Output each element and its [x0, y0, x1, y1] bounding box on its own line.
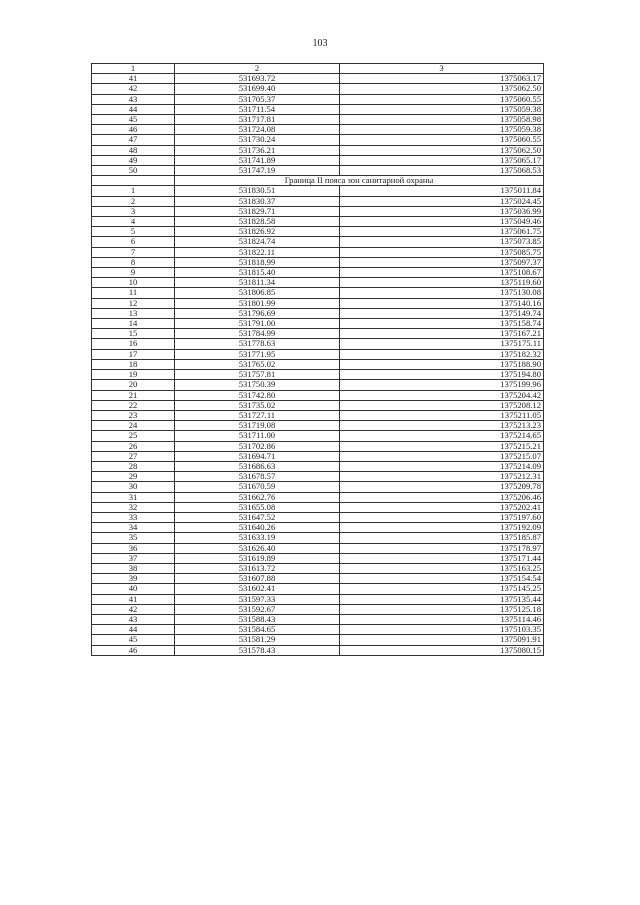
x-coordinate-cell: 531584.65 — [175, 625, 340, 635]
section-title: Граница II пояса зон санитарной охраны — [175, 176, 544, 186]
y-coordinate-cell: 1375185.87 — [340, 533, 544, 543]
table-row — [92, 278, 544, 288]
point-number-cell: 42 — [92, 84, 175, 94]
y-coordinate-cell: 1375214.09 — [340, 461, 544, 471]
x-coordinate-cell: 531757.81 — [175, 370, 340, 380]
table-row — [92, 523, 544, 533]
table-row — [92, 145, 544, 155]
table-row — [92, 217, 544, 227]
point-number-cell: 7 — [92, 247, 175, 257]
x-coordinate-cell: 531818.99 — [175, 257, 340, 267]
x-coordinate-cell: 531662.76 — [175, 492, 340, 502]
y-coordinate-cell: 1375091.91 — [340, 635, 544, 645]
coordinates-table — [91, 63, 544, 656]
point-number-cell: 9 — [92, 268, 175, 278]
table-row — [92, 635, 544, 645]
table-row — [92, 308, 544, 318]
table-row — [92, 451, 544, 461]
point-number-cell: 34 — [92, 523, 175, 533]
x-coordinate-cell: 531741.89 — [175, 155, 340, 165]
y-coordinate-cell: 1375103.35 — [340, 625, 544, 635]
x-coordinate-cell: 531619.89 — [175, 553, 340, 563]
point-number-cell: 31 — [92, 492, 175, 502]
point-number-cell: 2 — [92, 196, 175, 206]
table-row — [92, 155, 544, 165]
point-number-cell: 4 — [92, 217, 175, 227]
y-coordinate-cell: 1375192.09 — [340, 523, 544, 533]
table-row — [92, 614, 544, 624]
table-row — [92, 431, 544, 441]
table-row — [92, 390, 544, 400]
x-coordinate-cell: 531791.00 — [175, 319, 340, 329]
point-number-cell: 20 — [92, 380, 175, 390]
table-row — [92, 421, 544, 431]
point-number-cell: 18 — [92, 359, 175, 369]
point-number-cell: 25 — [92, 431, 175, 441]
y-coordinate-cell: 1375060.55 — [340, 94, 544, 104]
x-coordinate-cell: 531647.52 — [175, 512, 340, 522]
y-coordinate-cell: 1375175.11 — [340, 339, 544, 349]
point-number-cell: 23 — [92, 410, 175, 420]
x-coordinate-cell: 531578.43 — [175, 645, 340, 655]
x-coordinate-cell: 531727.11 — [175, 410, 340, 420]
point-number-cell: 3 — [92, 206, 175, 216]
point-number-cell: 44 — [92, 104, 175, 114]
table-row — [92, 74, 544, 84]
table-row — [92, 339, 544, 349]
table-row — [92, 461, 544, 471]
point-number-cell: 47 — [92, 135, 175, 145]
table-row — [92, 206, 544, 216]
x-coordinate-cell: 531750.39 — [175, 380, 340, 390]
section-empty-cell — [92, 176, 175, 186]
x-coordinate-cell: 531735.02 — [175, 400, 340, 410]
x-coordinate-cell: 531830.37 — [175, 196, 340, 206]
point-number-cell: 45 — [92, 635, 175, 645]
x-coordinate-cell: 531705.37 — [175, 94, 340, 104]
table-header-row — [92, 64, 544, 74]
x-coordinate-cell: 531815.40 — [175, 268, 340, 278]
x-coordinate-cell: 531765.02 — [175, 359, 340, 369]
table-row — [92, 166, 544, 176]
x-coordinate-cell: 531784.99 — [175, 329, 340, 339]
table-row — [92, 125, 544, 135]
y-coordinate-cell: 1375011.84 — [340, 186, 544, 196]
point-number-cell: 26 — [92, 441, 175, 451]
y-coordinate-cell: 1375063.17 — [340, 74, 544, 84]
y-coordinate-cell: 1375178.97 — [340, 543, 544, 553]
y-coordinate-cell: 1375049.46 — [340, 217, 544, 227]
y-coordinate-cell: 1375188.90 — [340, 359, 544, 369]
x-coordinate-cell: 531633.19 — [175, 533, 340, 543]
table-row — [92, 84, 544, 94]
y-coordinate-cell: 1375108.67 — [340, 268, 544, 278]
point-number-cell: 11 — [92, 288, 175, 298]
y-coordinate-cell: 1375125.18 — [340, 604, 544, 614]
table-row — [92, 247, 544, 257]
point-number-cell: 45 — [92, 115, 175, 125]
y-coordinate-cell: 1375085.75 — [340, 247, 544, 257]
y-coordinate-cell: 1375209.78 — [340, 482, 544, 492]
y-coordinate-cell: 1375135.44 — [340, 594, 544, 604]
x-coordinate-cell: 531711.00 — [175, 431, 340, 441]
point-number-cell: 12 — [92, 298, 175, 308]
table-row — [92, 533, 544, 543]
point-number-cell: 15 — [92, 329, 175, 339]
y-coordinate-cell: 1375149.74 — [340, 308, 544, 318]
y-coordinate-cell: 1375065.17 — [340, 155, 544, 165]
y-coordinate-cell: 1375206.46 — [340, 492, 544, 502]
y-coordinate-cell: 1375215.07 — [340, 451, 544, 461]
table-row — [92, 257, 544, 267]
header-cell-x: 2 — [175, 64, 340, 74]
table-row — [92, 268, 544, 278]
y-coordinate-cell: 1375213.23 — [340, 421, 544, 431]
point-number-cell: 27 — [92, 451, 175, 461]
x-coordinate-cell: 531581.29 — [175, 635, 340, 645]
point-number-cell: 35 — [92, 533, 175, 543]
x-coordinate-cell: 531771.95 — [175, 349, 340, 359]
table-row — [92, 115, 544, 125]
point-number-cell: 29 — [92, 472, 175, 482]
table-row — [92, 94, 544, 104]
point-number-cell: 19 — [92, 370, 175, 380]
x-coordinate-cell: 531694.71 — [175, 451, 340, 461]
table-row — [92, 135, 544, 145]
x-coordinate-cell: 531699.40 — [175, 84, 340, 94]
x-coordinate-cell: 531678.57 — [175, 472, 340, 482]
point-number-cell: 46 — [92, 125, 175, 135]
x-coordinate-cell: 531592.67 — [175, 604, 340, 614]
table-row — [92, 645, 544, 655]
table-row — [92, 410, 544, 420]
table-row — [92, 349, 544, 359]
point-number-cell: 48 — [92, 145, 175, 155]
x-coordinate-cell: 531724.08 — [175, 125, 340, 135]
point-number-cell: 43 — [92, 94, 175, 104]
y-coordinate-cell: 1375163.25 — [340, 563, 544, 573]
header-cell-number: 1 — [92, 64, 175, 74]
point-number-cell: 39 — [92, 574, 175, 584]
y-coordinate-cell: 1375061.75 — [340, 227, 544, 237]
y-coordinate-cell: 1375062.50 — [340, 145, 544, 155]
x-coordinate-cell: 531778.63 — [175, 339, 340, 349]
header-cell-y: 3 — [340, 64, 544, 74]
point-number-cell: 36 — [92, 543, 175, 553]
point-number-cell: 22 — [92, 400, 175, 410]
y-coordinate-cell: 1375211.05 — [340, 410, 544, 420]
y-coordinate-cell: 1375171.44 — [340, 553, 544, 563]
y-coordinate-cell: 1375062.50 — [340, 84, 544, 94]
y-coordinate-cell: 1375080.15 — [340, 645, 544, 655]
y-coordinate-cell: 1375140.16 — [340, 298, 544, 308]
x-coordinate-cell: 531702.86 — [175, 441, 340, 451]
y-coordinate-cell: 1375194.80 — [340, 370, 544, 380]
y-coordinate-cell: 1375114.46 — [340, 614, 544, 624]
x-coordinate-cell: 531826.92 — [175, 227, 340, 237]
point-number-cell: 33 — [92, 512, 175, 522]
x-coordinate-cell: 531822.11 — [175, 247, 340, 257]
y-coordinate-cell: 1375212.31 — [340, 472, 544, 482]
point-number-cell: 1 — [92, 186, 175, 196]
x-coordinate-cell: 531719.08 — [175, 421, 340, 431]
point-number-cell: 50 — [92, 166, 175, 176]
table-row — [92, 472, 544, 482]
table-row — [92, 227, 544, 237]
point-number-cell: 24 — [92, 421, 175, 431]
table-row — [92, 543, 544, 553]
y-coordinate-cell: 1375060.55 — [340, 135, 544, 145]
page-number: 103 — [312, 38, 328, 49]
y-coordinate-cell: 1375182.32 — [340, 349, 544, 359]
table-row — [92, 288, 544, 298]
table-row — [92, 563, 544, 573]
x-coordinate-cell: 531806.85 — [175, 288, 340, 298]
table-row — [92, 196, 544, 206]
x-coordinate-cell: 531747.19 — [175, 166, 340, 176]
x-coordinate-cell: 531742.80 — [175, 390, 340, 400]
y-coordinate-cell: 1375097.37 — [340, 257, 544, 267]
x-coordinate-cell: 531717.81 — [175, 115, 340, 125]
x-coordinate-cell: 531613.72 — [175, 563, 340, 573]
table-row — [92, 584, 544, 594]
x-coordinate-cell: 531811.34 — [175, 278, 340, 288]
table-row — [92, 625, 544, 635]
table-row — [92, 380, 544, 390]
y-coordinate-cell: 1375119.60 — [340, 278, 544, 288]
x-coordinate-cell: 531693.72 — [175, 74, 340, 84]
x-coordinate-cell: 531711.54 — [175, 104, 340, 114]
table-row — [92, 441, 544, 451]
x-coordinate-cell: 531730.24 — [175, 135, 340, 145]
x-coordinate-cell: 531829.71 — [175, 206, 340, 216]
point-number-cell: 43 — [92, 614, 175, 624]
table-row — [92, 359, 544, 369]
x-coordinate-cell: 531828.58 — [175, 217, 340, 227]
y-coordinate-cell: 1375197.60 — [340, 512, 544, 522]
y-coordinate-cell: 1375215.21 — [340, 441, 544, 451]
y-coordinate-cell: 1375073.85 — [340, 237, 544, 247]
table-row — [92, 298, 544, 308]
x-coordinate-cell: 531626.40 — [175, 543, 340, 553]
y-coordinate-cell: 1375036.99 — [340, 206, 544, 216]
table-row — [92, 186, 544, 196]
y-coordinate-cell: 1375024.45 — [340, 196, 544, 206]
y-coordinate-cell: 1375199.96 — [340, 380, 544, 390]
y-coordinate-cell: 1375204.42 — [340, 390, 544, 400]
x-coordinate-cell: 531830.51 — [175, 186, 340, 196]
table-row — [92, 319, 544, 329]
table-row — [92, 502, 544, 512]
x-coordinate-cell: 531670.59 — [175, 482, 340, 492]
y-coordinate-cell: 1375154.54 — [340, 574, 544, 584]
table-row — [92, 574, 544, 584]
table-row — [92, 237, 544, 247]
x-coordinate-cell: 531686.63 — [175, 461, 340, 471]
point-number-cell: 32 — [92, 502, 175, 512]
x-coordinate-cell: 531588.43 — [175, 614, 340, 624]
point-number-cell: 5 — [92, 227, 175, 237]
table-row — [92, 594, 544, 604]
point-number-cell: 37 — [92, 553, 175, 563]
table-row — [92, 370, 544, 380]
point-number-cell: 46 — [92, 645, 175, 655]
y-coordinate-cell: 1375214.65 — [340, 431, 544, 441]
x-coordinate-cell: 531736.21 — [175, 145, 340, 155]
point-number-cell: 17 — [92, 349, 175, 359]
point-number-cell: 16 — [92, 339, 175, 349]
point-number-cell: 42 — [92, 604, 175, 614]
section-row — [92, 176, 544, 186]
x-coordinate-cell: 531640.26 — [175, 523, 340, 533]
point-number-cell: 8 — [92, 257, 175, 267]
x-coordinate-cell: 531824.74 — [175, 237, 340, 247]
point-number-cell: 40 — [92, 584, 175, 594]
y-coordinate-cell: 1375059.38 — [340, 125, 544, 135]
y-coordinate-cell: 1375208.12 — [340, 400, 544, 410]
x-coordinate-cell: 531655.08 — [175, 502, 340, 512]
table-row — [92, 512, 544, 522]
y-coordinate-cell: 1375068.53 — [340, 166, 544, 176]
y-coordinate-cell: 1375130.08 — [340, 288, 544, 298]
point-number-cell: 41 — [92, 594, 175, 604]
y-coordinate-cell: 1375167.21 — [340, 329, 544, 339]
point-number-cell: 49 — [92, 155, 175, 165]
point-number-cell: 6 — [92, 237, 175, 247]
table-row — [92, 492, 544, 502]
point-number-cell: 13 — [92, 308, 175, 318]
table-row — [92, 482, 544, 492]
y-coordinate-cell: 1375058.98 — [340, 115, 544, 125]
y-coordinate-cell: 1375202.41 — [340, 502, 544, 512]
point-number-cell: 10 — [92, 278, 175, 288]
point-number-cell: 14 — [92, 319, 175, 329]
table-row — [92, 400, 544, 410]
y-coordinate-cell: 1375145.25 — [340, 584, 544, 594]
y-coordinate-cell: 1375158.74 — [340, 319, 544, 329]
x-coordinate-cell: 531796.69 — [175, 308, 340, 318]
point-number-cell: 44 — [92, 625, 175, 635]
point-number-cell: 38 — [92, 563, 175, 573]
x-coordinate-cell: 531607.88 — [175, 574, 340, 584]
x-coordinate-cell: 531602.41 — [175, 584, 340, 594]
point-number-cell: 41 — [92, 74, 175, 84]
y-coordinate-cell: 1375059.38 — [340, 104, 544, 114]
point-number-cell: 30 — [92, 482, 175, 492]
point-number-cell: 28 — [92, 461, 175, 471]
point-number-cell: 21 — [92, 390, 175, 400]
x-coordinate-cell: 531801.99 — [175, 298, 340, 308]
table-row — [92, 553, 544, 563]
table-row — [92, 104, 544, 114]
table-row — [92, 329, 544, 339]
x-coordinate-cell: 531597.33 — [175, 594, 340, 604]
table-row — [92, 604, 544, 614]
